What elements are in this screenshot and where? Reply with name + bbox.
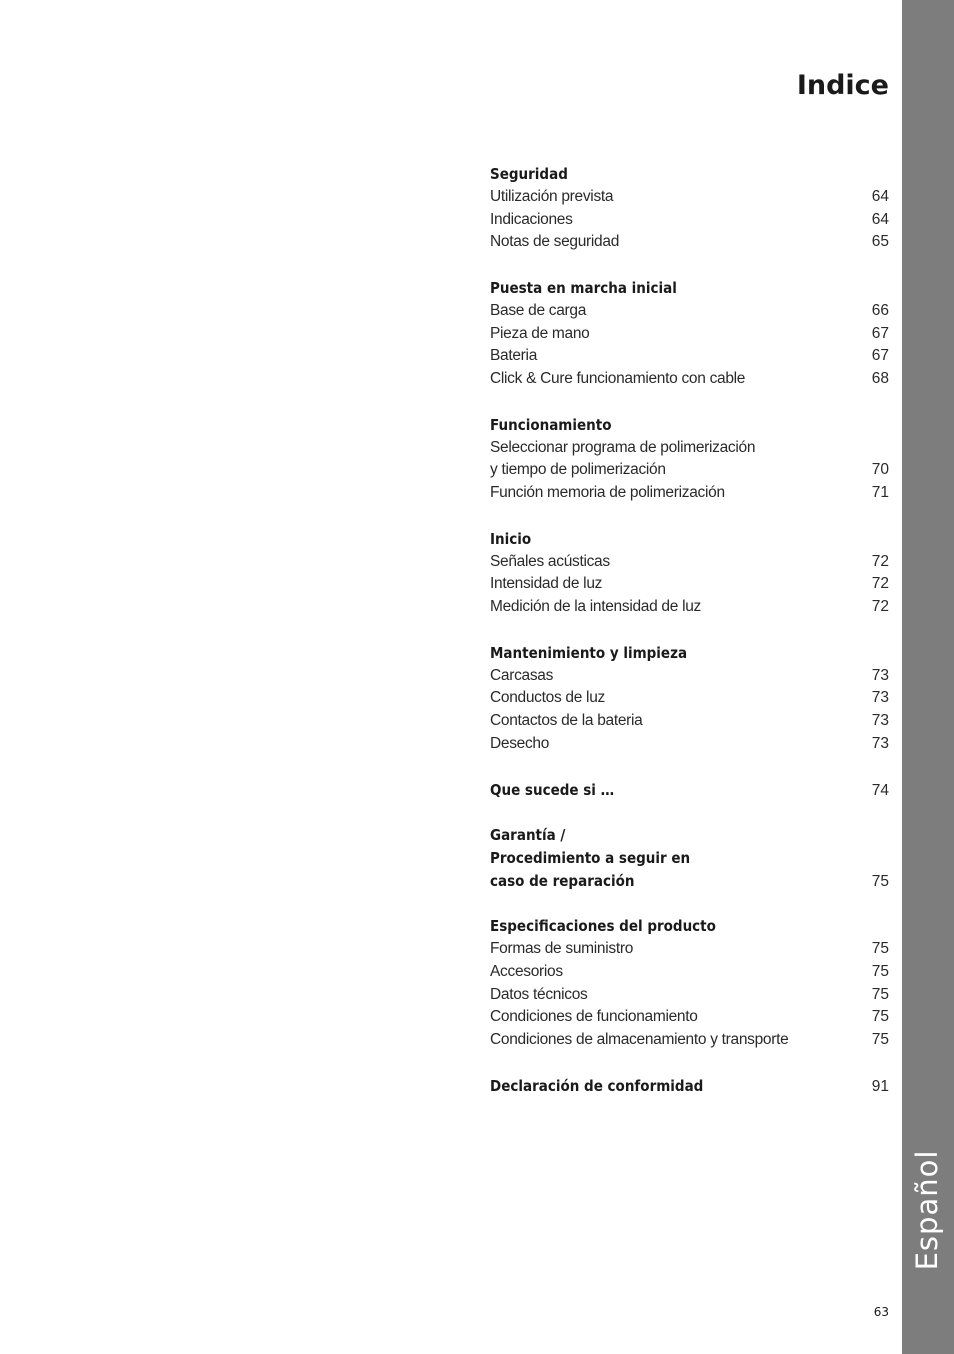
toc-entry[interactable]: Formas de suministro 75: [490, 940, 889, 958]
toc-entry[interactable]: Accesorios 75: [490, 962, 889, 980]
toc-entry[interactable]: y tiempo de polimerización 70: [490, 461, 889, 479]
toc-heading[interactable]: Procedimiento a seguir en: [490, 848, 691, 867]
toc-entry[interactable]: Base de carga 66: [490, 301, 889, 319]
toc-section-que-sucede: [490, 779, 889, 802]
toc-heading[interactable]: Declaración de conformidad 91: [490, 1076, 889, 1095]
language-label: Español: [910, 1149, 944, 1271]
toc-entry[interactable]: Señales acústicas 72: [490, 552, 889, 570]
toc-section-inicio: [490, 528, 889, 619]
toc-entry[interactable]: Utilización prevista 64: [490, 187, 889, 205]
toc-heading[interactable]: Seguridad: [490, 165, 568, 183]
table-of-contents: [490, 163, 889, 1120]
toc-entry[interactable]: Indicaciones 64: [490, 210, 889, 228]
toc-section-seguridad: [490, 163, 889, 254]
toc-heading[interactable]: Funcionamiento: [490, 415, 612, 434]
toc-heading[interactable]: Puesta en marcha inicial: [490, 278, 677, 297]
toc-entry[interactable]: Notas de seguridad 65: [490, 233, 889, 251]
toc-heading[interactable]: Mantenimiento y limpieza: [490, 643, 688, 662]
toc-section-garantia: [490, 824, 889, 892]
toc-section-puesta-en-marcha: [490, 277, 889, 391]
toc-entry[interactable]: Función memoria de polimerización 71: [490, 484, 889, 502]
toc-entry[interactable]: Intensidad de luz 72: [490, 575, 889, 593]
toc-entry[interactable]: Conductos de luz 73: [490, 689, 889, 707]
toc-heading[interactable]: Que sucede si … 74: [490, 780, 889, 799]
toc-entry[interactable]: Bateria 67: [490, 347, 889, 365]
toc-entry[interactable]: Seleccionar programa de polimerización: [490, 438, 756, 456]
toc-entry[interactable]: Datos técnicos 75: [490, 985, 889, 1003]
toc-entry[interactable]: Condiciones de funcionamiento 75: [490, 1008, 889, 1026]
toc-section-especificaciones: [490, 915, 889, 1052]
toc-entry[interactable]: Pieza de mano 67: [490, 324, 889, 342]
toc-heading[interactable]: caso de reparación 75: [490, 871, 889, 890]
toc-heading[interactable]: Garantía /: [490, 826, 566, 845]
page-title: Indice: [796, 70, 889, 101]
toc-heading[interactable]: Especificaciones del producto: [490, 917, 716, 936]
toc-entry[interactable]: Carcasas 73: [490, 666, 889, 684]
toc-section-declaracion: [490, 1075, 889, 1098]
toc-heading[interactable]: Inicio: [490, 529, 532, 548]
toc-entry[interactable]: Medición de la intensidad de luz 72: [490, 598, 889, 616]
toc-section-mantenimiento: [490, 642, 889, 756]
toc-entry[interactable]: Click & Cure funcionamiento con cable 68: [490, 370, 889, 388]
toc-entry[interactable]: Contactos de la bateria 73: [490, 712, 889, 730]
page-number: 63: [873, 1305, 889, 1319]
toc-entry[interactable]: Condiciones de almacenamiento y transporte 75: [490, 1031, 889, 1049]
toc-section-funcionamiento: [490, 414, 889, 505]
toc-entry[interactable]: Desecho 73: [490, 734, 889, 752]
